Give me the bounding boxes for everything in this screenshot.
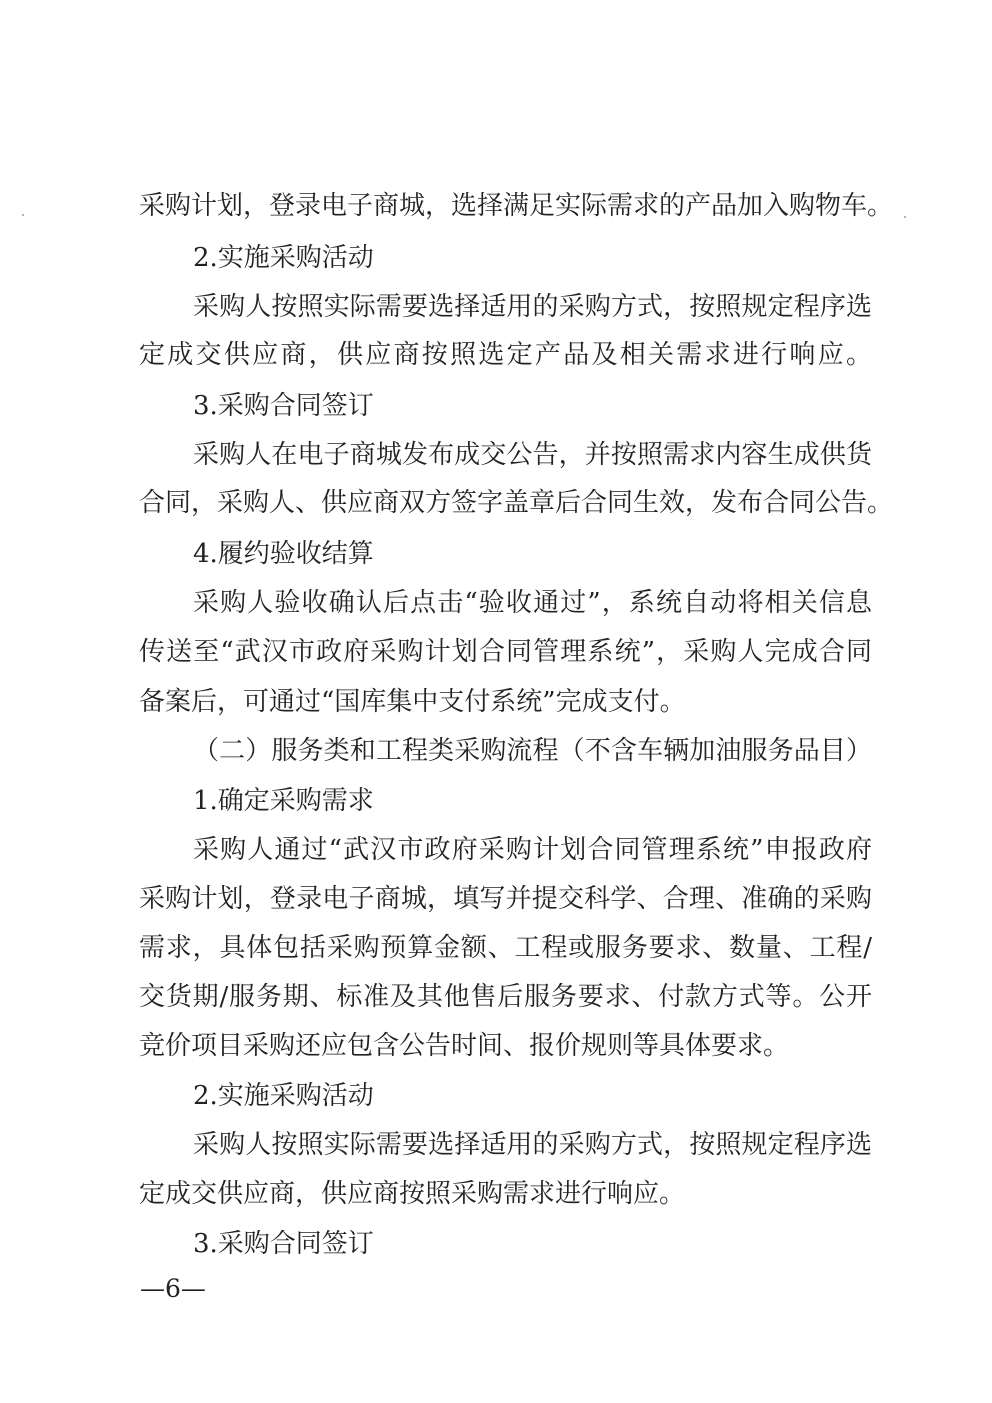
body-line: 采购人按照实际需要选择适用的采购方式，按照规定程序选 <box>193 1130 872 1160</box>
chapter-heading: （二）服务类和工程类采购流程（不含车辆加油服务品目） <box>193 736 872 766</box>
section-heading: 2.实施采购活动 <box>193 1081 374 1111</box>
scan-speck-left <box>22 214 24 216</box>
body-line: 定成交供应商，供应商按照选定产品及相关需求进行响应。 <box>139 340 872 370</box>
body-line: 采购人通过“武汉市政府采购计划合同管理系统”申报政府 <box>193 835 872 865</box>
page-number: —6— <box>140 1274 206 1303</box>
body-line: 需求，具体包括采购预算金额、工程或服务要求、数量、工程/ <box>139 933 872 963</box>
body-line: 采购人在电子商城发布成交公告，并按照需求内容生成供货 <box>193 440 872 470</box>
body-line: 传送至“武汉市政府采购计划合同管理系统”，采购人完成合同 <box>139 637 872 667</box>
body-line: 定成交供应商，供应商按照采购需求进行响应。 <box>139 1179 686 1209</box>
body-line: 交货期/服务期、标准及其他售后服务要求、付款方式等。公开 <box>139 982 872 1012</box>
section-heading: 3.采购合同签订 <box>193 1229 374 1259</box>
scan-speck-right <box>904 216 906 218</box>
section-heading: 3.采购合同签订 <box>193 391 374 421</box>
body-line: 采购人验收确认后点击“验收通过”，系统自动将相关信息 <box>193 588 872 618</box>
body-line: 采购计划，登录电子商城，选择满足实际需求的产品加入购物车。 <box>139 191 894 221</box>
section-heading: 2.实施采购活动 <box>193 243 374 273</box>
body-line: 采购人按照实际需要选择适用的采购方式，按照规定程序选 <box>193 292 872 322</box>
section-heading: 1.确定采购需求 <box>193 786 374 816</box>
body-line: 备案后，可通过“国库集中支付系统”完成支付。 <box>139 687 686 717</box>
section-heading: 4.履约验收结算 <box>193 539 374 569</box>
body-line: 合同，采购人、供应商双方签字盖章后合同生效，发布合同公告。 <box>139 488 894 518</box>
body-line: 竞价项目采购还应包含公告时间、报价规则等具体要求。 <box>139 1031 790 1061</box>
body-line: 采购计划，登录电子商城，填写并提交科学、合理、准确的采购 <box>139 884 872 914</box>
